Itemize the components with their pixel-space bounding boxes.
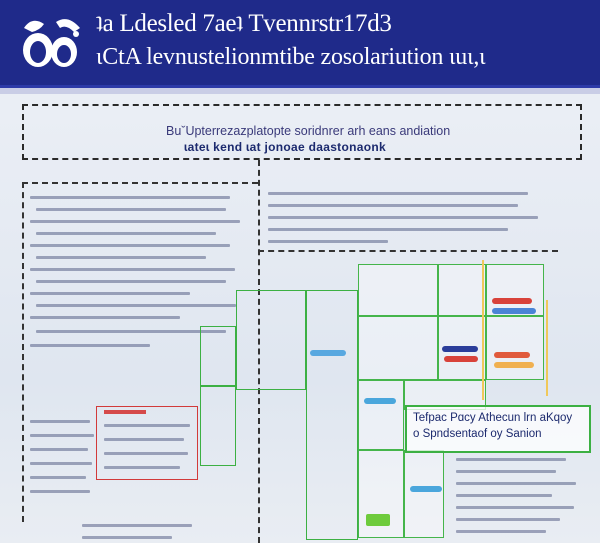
- header-banner: [0, 0, 600, 88]
- dashed-divider: [22, 182, 258, 184]
- heading-line-2: ɩateɩ kend ɩat jonoae daastonaonk: [184, 140, 386, 154]
- dashed-divider: [258, 250, 558, 252]
- dashed-divider: [22, 182, 24, 522]
- callout-line-1: Tefpac Pɑcy Athecun lrn aKqoy: [413, 412, 573, 424]
- callout-line-2: o Spndsentaof oy Sanion: [413, 428, 542, 440]
- header-stripe: [0, 88, 600, 94]
- bird-logo-icon: [20, 14, 90, 70]
- heading-line-1: BuˇUpterrezazplatopte soridnrer arh eans andiation: [166, 124, 451, 138]
- highlight-marker: [104, 410, 146, 414]
- page-title: ʇa Ldesled 7aeʇ Tvennrstr17d3: [96, 10, 392, 37]
- page-subtitle: ɩCtA levnustelionmtibe zosolariution ɩuɩ,ɩ: [96, 44, 486, 70]
